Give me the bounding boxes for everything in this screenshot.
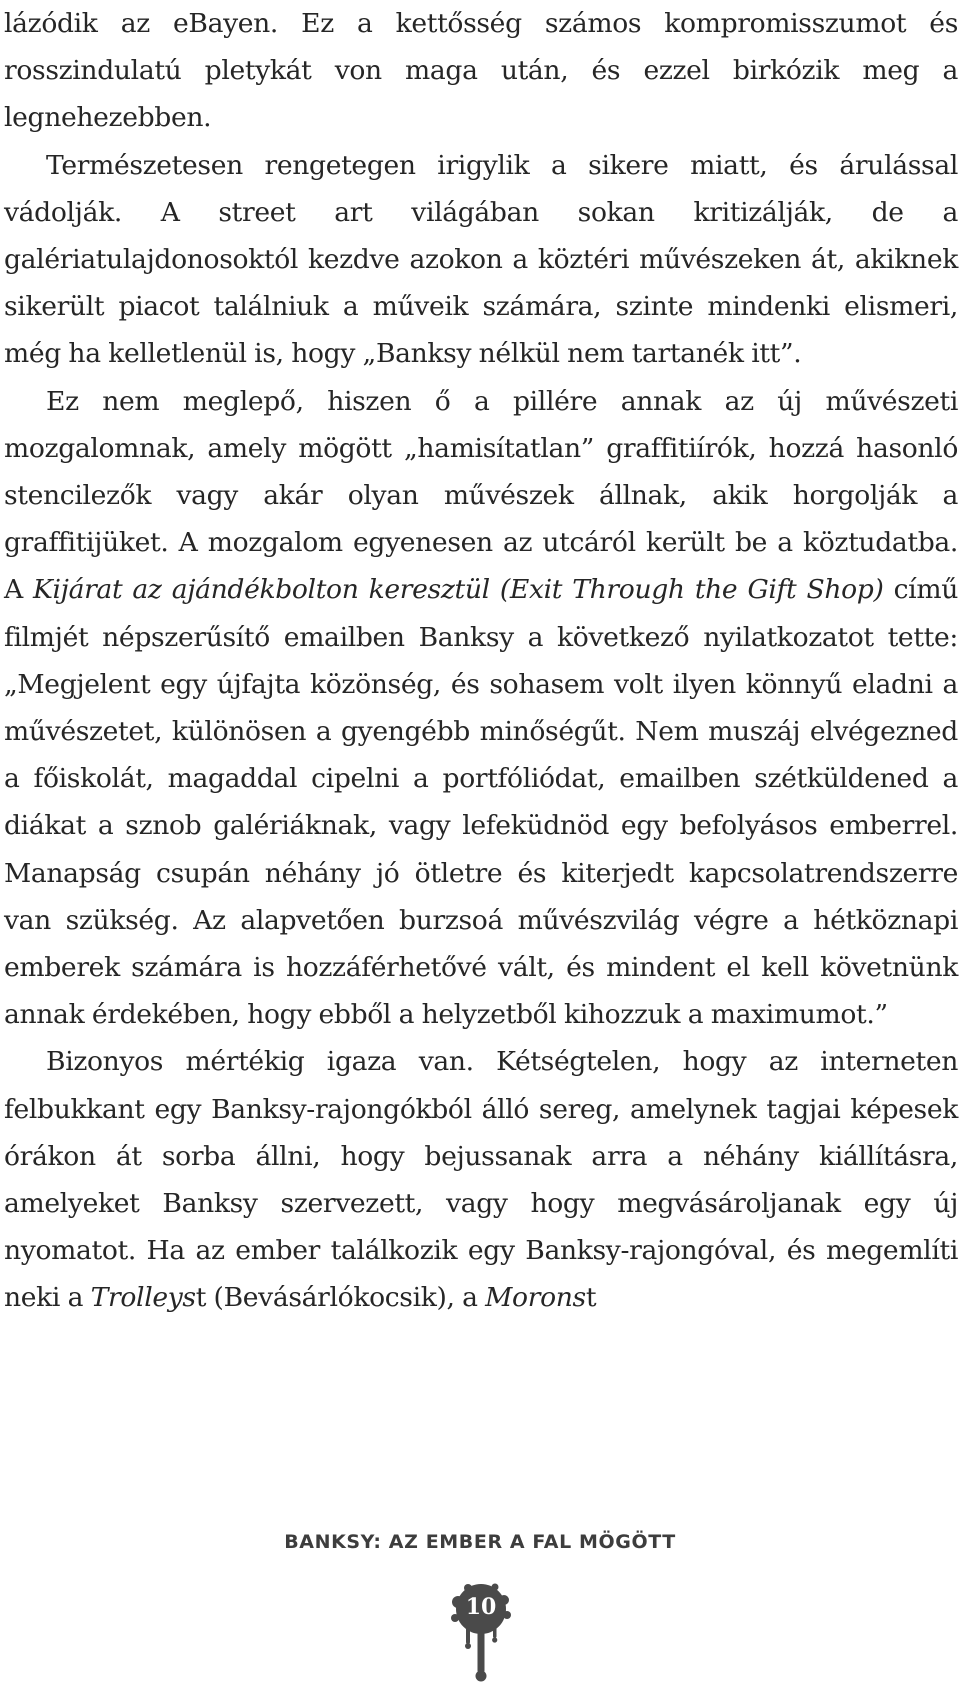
paragraph-3-text-b: című filmjét népszerűsítő emailben Banksy a következő nyilatkozatot tette: „Megjelent egy újfajta közönség, és sohasem volt ilyen könnyű eladni a művészetet, különösen a gyengébb minőségűt. Nem muszáj elvégezned a főiskolát, magaddal cipelni a portfóliódat, emailben szétküldened a diákat a sznob galériáknak, vagy lefeküdnöd egy befolyásos emberrel. Manapság csupán néhány jó ötletre és kiterjedt kapcsolatrendszerre van szükség. Az alapvetően burzsoá művészvilág végre a hétköznapi emberek számára is hozzáférhetővé vált, és mindent el kell követnünk annak érdekében, hogy ebből a helyzetből kihozzuk a maximumot.”	[4, 574, 958, 1031]
film-title: Kijárat az ajándékbolton keresztül (Exit Through the Gift Shop)	[33, 574, 884, 606]
body-text	[4, 0, 958, 1322]
paragraph-4-text-b: t (Bevásárlókocsik), a	[195, 1282, 478, 1314]
paragraph-1-text: lázódik az eBayen. Ez a kettősség számos kompromisszumot és rosszindulatú pletykát von maga után, és ezzel birkózik meg a legnehezebben.	[4, 8, 958, 134]
page-number: 10	[465, 1594, 497, 1620]
running-footer-title: BANKSY: AZ EMBER A FAL MÖGÖTT	[284, 1531, 676, 1553]
paragraph-continuation	[4, 0, 958, 142]
artwork-title-trolleys: Trolleys	[90, 1282, 196, 1314]
page-number-badge	[446, 1580, 516, 1688]
paragraph-3-text-a: Ez nem meglepő, hiszen ő a pillére annak az új művészeti mozgalomnak, amely mögött „hamisítatlan” graffitiírók, hozzá hasonló stencilezők vagy akár olyan művészek állnak, akik horgolják a graffitijüket. A mozgalom egyenesen az utcáról került be a köztudatba. A	[4, 385, 958, 606]
paragraph-4-text-a: Bizonyos mértékig igaza van. Kétségtelen, hogy az interneten felbukkant egy Banksy-rajongókból álló sereg, amelynek tagjai képesek órákon át sorba állni, hogy bejussanak arra a néhány kiállításra, amelyeket Banksy szervezett, vagy hogy megvásároljanak egy új nyomatot. Ha az ember találkozik egy Banksy-rajongóval, és megemlíti neki a	[4, 1046, 958, 1314]
paragraph-4-text-c: t	[585, 1282, 597, 1314]
paragraph-4	[4, 1038, 958, 1321]
paragraph-2-text: Természetesen rengetegen irigylik a sikere miatt, és árulással vádolják. A street art világában sokan kritizálják, de a galériatulajdonosoktól kezdve azokon a köztéri művészeken át, akiknek sikerült piacot találniuk a műveik számára, szinte mindenki elismeri, még ha kelletlenül is, hogy „Banksy nélkül nem tartanék itt”.	[4, 149, 958, 370]
paragraph-2	[4, 142, 958, 378]
paragraph-3	[4, 378, 958, 1039]
artwork-title-morons: Morons	[485, 1282, 586, 1314]
